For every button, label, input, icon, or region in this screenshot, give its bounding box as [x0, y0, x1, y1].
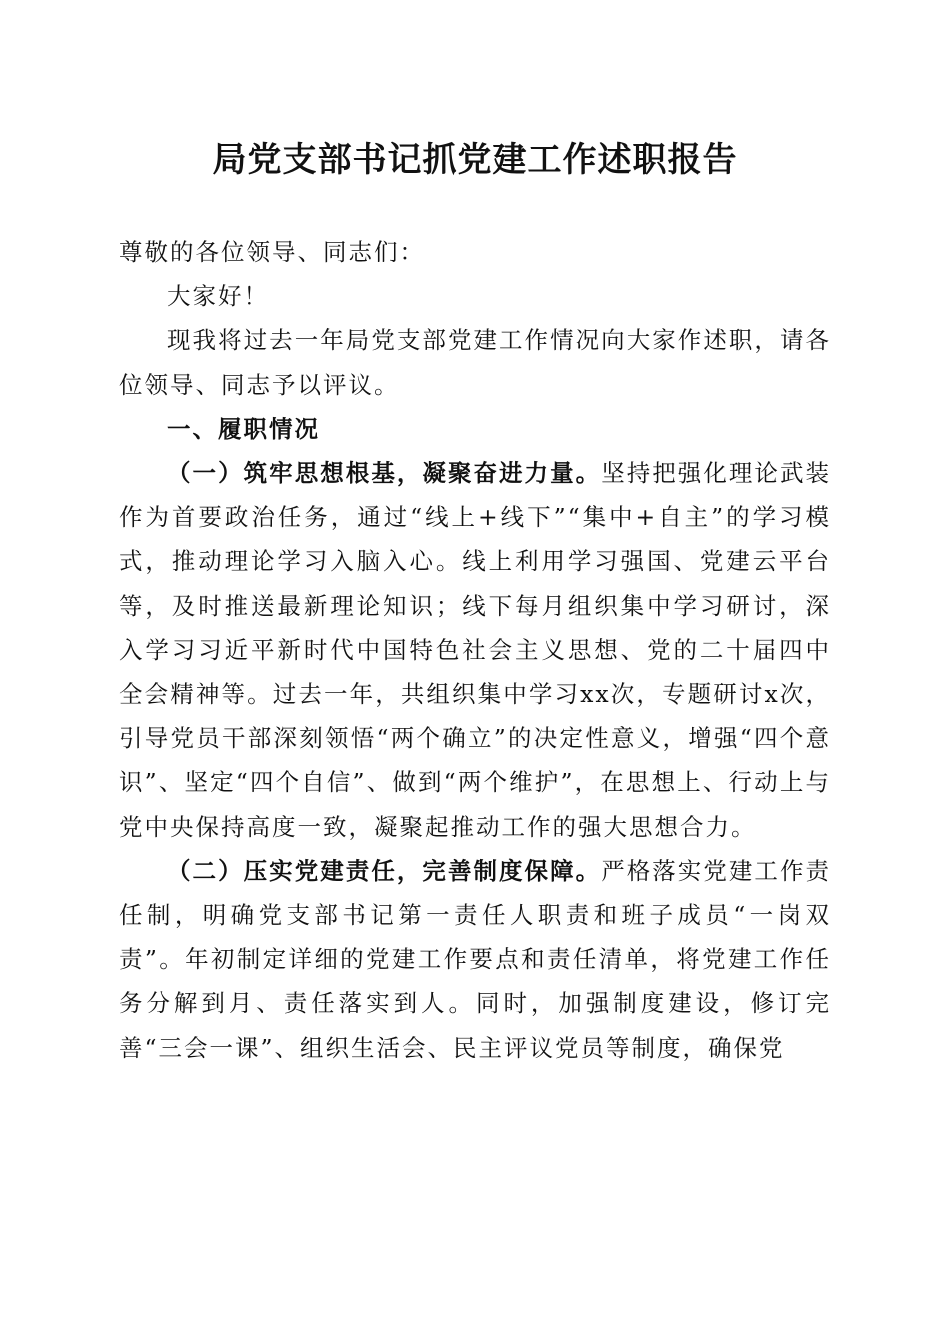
- paragraph-2: [119, 849, 831, 1070]
- paragraph-2-text: 严格落实党建工作责任制，明确党支部书记第一责任人职责和班子成员“一岗双责”。年初制定详细的党建工作要点和责任清单，将党建工作任务分解到月、责任落实到人。同时，加强制度建设，修订完善“三会一课”、组织生活会、民主评议党员等制度，确保党: [119, 856, 832, 1062]
- paragraph-1-text: 坚持把强化理论武装作为首要政治任务，通过“线上+线下”“集中+自主”的学习模式，推动理论学习入脑入心。线上利用学习强国、党建云平台等，及时推送最新理论知识；线下每月组织集中学习研讨，深入学习习近平新时代中国特色社会主义思想、党的二十届四中全会精神等。过去一年，共组织集中学习xx次，专题研讨x次，引导党员干部深刻领悟“两个确立”的决定性意义，增强“四个意识”、坚定“四个自信”、做到“两个维护”，在思想上、行动上与党中央保持高度一致，凝聚起推动工作的强大思想合力。: [119, 459, 832, 841]
- paragraph-2-lead: （二）压实党建责任，完善制度保障。: [167, 856, 602, 885]
- document-title: 局党支部书记抓党建工作述职报告: [212, 140, 738, 180]
- salutation: 尊敬的各位领导、同志们：: [119, 238, 425, 266]
- section-heading: 一、履职情况: [167, 414, 320, 443]
- greeting: 大家好！: [167, 282, 269, 311]
- document-body: [119, 230, 831, 1070]
- intro-paragraph: 现我将过去一年局党支部党建工作情况向大家作述职，请各位领导、同志予以评议。: [119, 326, 831, 399]
- paragraph-1-lead: （一）筑牢思想根基，凝聚奋进力量。: [167, 459, 602, 488]
- paragraph-1: [119, 451, 831, 849]
